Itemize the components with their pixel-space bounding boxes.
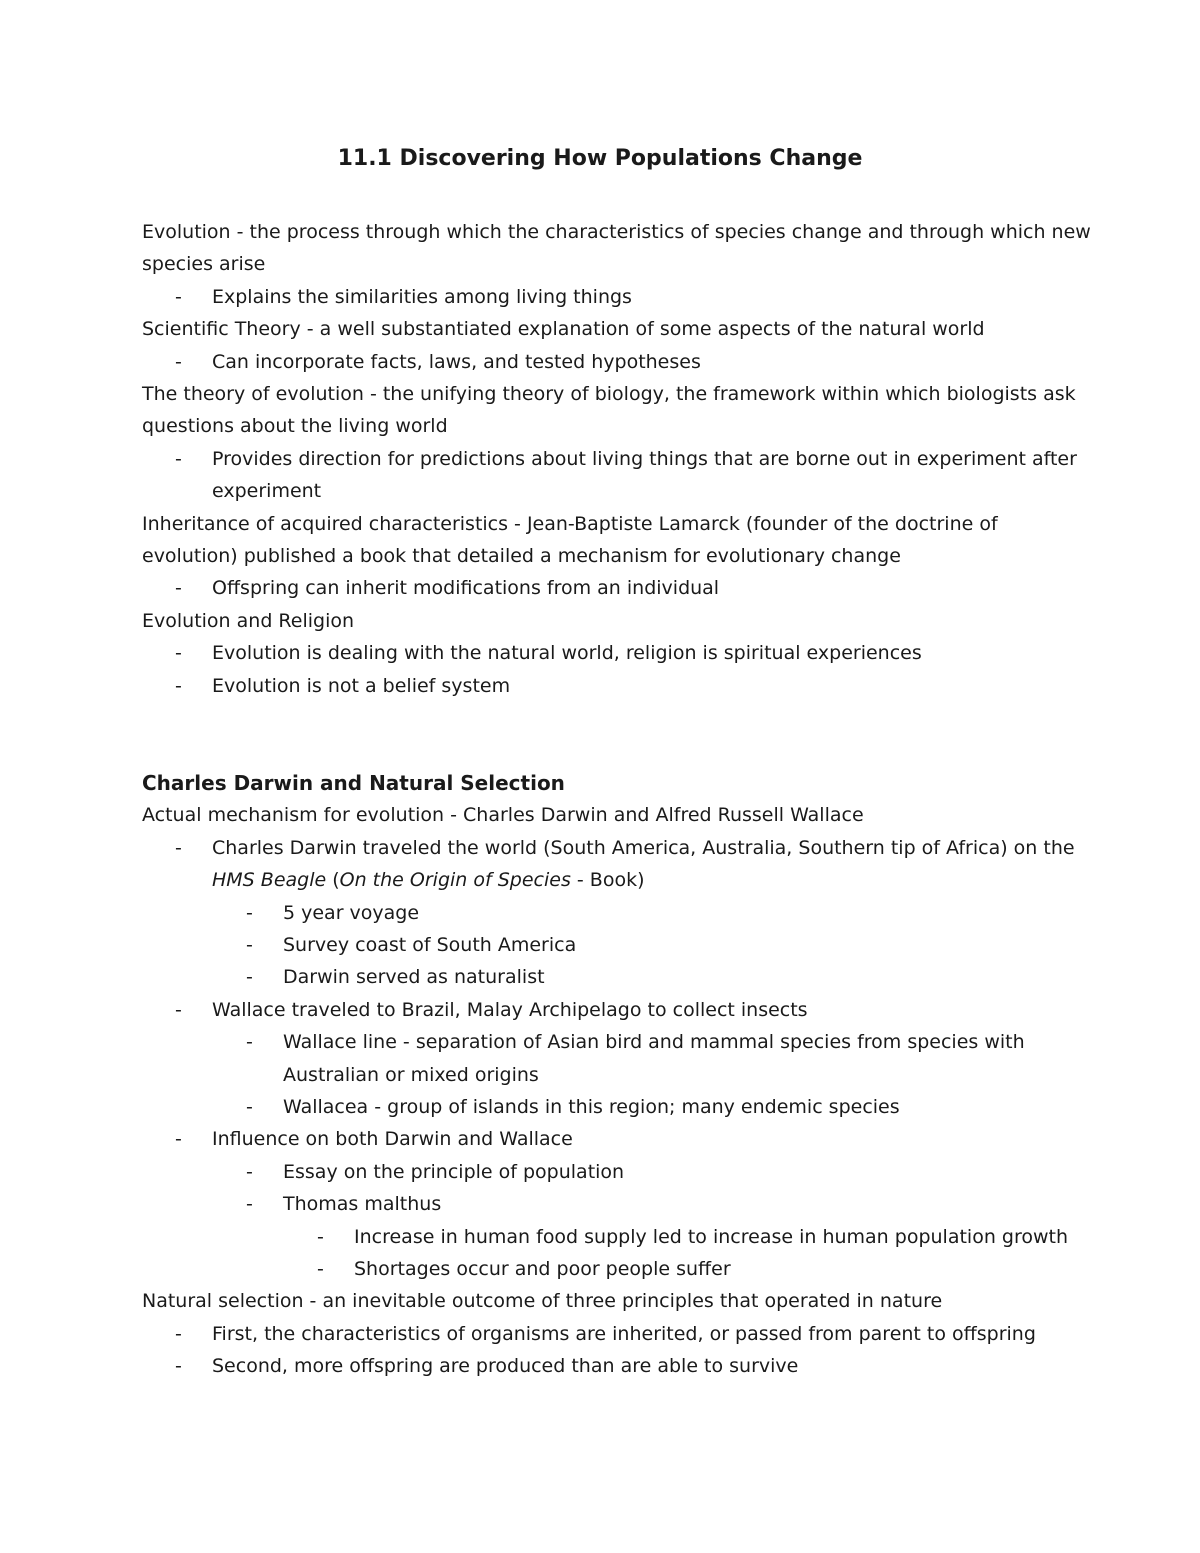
definition-line: Evolution and Religion xyxy=(142,609,355,632)
sub-bullet-item xyxy=(142,1156,1062,1188)
bullet-text: Wallacea - group of islands in this region; many endemic species xyxy=(283,1095,900,1118)
sub-bullet-item xyxy=(142,1188,1062,1220)
paren-close: - Book) xyxy=(570,869,645,892)
bullet-continuation: experiment xyxy=(212,480,322,503)
bullet-text: Influence on both Darwin and Wallace xyxy=(212,1128,573,1151)
sub-bullet-item xyxy=(142,929,1062,961)
bullet-text: Essay on the principle of population xyxy=(283,1160,625,1183)
bullet-item xyxy=(142,994,1062,1026)
sub-bullet-continuation: Australian or mixed origins xyxy=(283,1063,539,1086)
bullet-text: Second, more offspring are produced than are able to survive xyxy=(212,1355,799,1378)
bullet-text: Increase in human food supply led to increase in human population growth xyxy=(354,1225,1069,1248)
paren-open: ( xyxy=(326,869,340,892)
bullet-dash: - xyxy=(175,1355,182,1378)
bullet-continuation xyxy=(142,864,1062,896)
bullet-dash: - xyxy=(246,1193,253,1216)
bullet-item xyxy=(142,346,1062,378)
bullet-dash: - xyxy=(246,901,253,924)
bullet-dash: - xyxy=(175,447,182,470)
bullet-text: Charles Darwin traveled the world (South America, Australia, Southern tip of Africa) on the xyxy=(212,836,1075,859)
bullet-dash: - xyxy=(175,674,182,697)
bullet-text: Can incorporate facts, laws, and tested hypotheses xyxy=(212,350,701,373)
bullet-text: Darwin served as naturalist xyxy=(283,966,545,989)
bullet-text: Evolution is dealing with the natural world, religion is spiritual experiences xyxy=(212,642,922,665)
bullet-dash: - xyxy=(317,1257,324,1280)
definition-line: The theory of evolution - the unifying theory of biology, the framework within which biologists ask xyxy=(142,383,1076,406)
bullet-text: Wallace traveled to Brazil, Malay Archipelago to collect insects xyxy=(212,998,808,1021)
bullet-item xyxy=(142,443,1077,475)
bullet-item xyxy=(142,832,1075,864)
bullet-dash: - xyxy=(175,836,182,859)
bullet-dash: - xyxy=(175,1128,182,1151)
bullet-item xyxy=(142,637,1062,669)
bullet-dash: - xyxy=(175,577,182,600)
definition-line: Evolution - the process through which the characteristics of species change and through which new xyxy=(142,221,1091,243)
bullet-item xyxy=(142,1123,1062,1155)
definition-line: Scientific Theory - a well substantiated explanation of some aspects of the natural world xyxy=(142,318,985,341)
bullet-text: Evolution is not a belief system xyxy=(212,674,511,697)
sub-sub-bullet-item xyxy=(142,1221,1069,1253)
bullet-item xyxy=(142,1350,1062,1382)
bullet-text: Provides direction for predictions about living things that are borne out in experiment after xyxy=(212,447,1077,470)
book-title: On the Origin of Species xyxy=(339,869,571,892)
notes-body xyxy=(142,216,1091,1383)
definition-line: Inheritance of acquired characteristics - Jean-Baptiste Lamarck (founder of the doctrine of xyxy=(142,512,998,535)
definition-line: evolution) published a book that detailed a mechanism for evolutionary change xyxy=(142,545,901,568)
sub-bullet-item xyxy=(142,1091,1062,1123)
bullet-text: Offspring can inherit modifications from an individual xyxy=(212,577,720,600)
bullet-dash: - xyxy=(246,1095,253,1118)
bullet-text: First, the characteristics of organisms are inherited, or passed from parent to offspring xyxy=(212,1322,1036,1345)
bullet-dash: - xyxy=(175,285,182,308)
bullet-text: Thomas malthus xyxy=(283,1193,442,1216)
definition-line: Natural selection - an inevitable outcome of three principles that operated in nature xyxy=(142,1290,943,1313)
sub-bullet-item xyxy=(142,961,1062,993)
definition-line: questions about the living world xyxy=(142,415,448,438)
section-heading: Charles Darwin and Natural Selection xyxy=(142,770,565,795)
bullet-dash: - xyxy=(317,1225,324,1248)
definition-line: species arise xyxy=(142,253,266,276)
sub-bullet-item xyxy=(142,897,1062,929)
definition-line: Actual mechanism for evolution - Charles Darwin and Alfred Russell Wallace xyxy=(142,804,864,827)
bullet-item xyxy=(142,1318,1062,1350)
bullet-dash: - xyxy=(246,966,253,989)
page-title: 11.1 Discovering How Populations Change xyxy=(337,146,863,171)
bullet-item xyxy=(142,572,1062,604)
sub-sub-bullet-item xyxy=(142,1253,1062,1285)
bullet-text: 5 year voyage xyxy=(283,901,420,924)
bullet-dash: - xyxy=(175,1322,182,1345)
bullet-dash: - xyxy=(175,350,182,373)
bullet-dash: - xyxy=(246,1031,253,1054)
bullet-item xyxy=(142,281,1062,313)
bullet-text: Shortages occur and poor people suffer xyxy=(354,1257,731,1280)
section-spacer xyxy=(142,702,1062,767)
bullet-text: Wallace line - separation of Asian bird and mammal species from species with xyxy=(283,1031,1025,1054)
bullet-dash: - xyxy=(175,998,182,1021)
bullet-dash: - xyxy=(175,642,182,665)
bullet-dash: - xyxy=(246,1160,253,1183)
sub-bullet-item xyxy=(142,1026,1062,1058)
ship-name: HMS Beagle xyxy=(212,869,327,892)
bullet-dash: - xyxy=(246,933,253,956)
bullet-text: Survey coast of South America xyxy=(283,933,577,956)
bullet-item xyxy=(142,670,1062,702)
bullet-text: Explains the similarities among living things xyxy=(212,285,632,308)
